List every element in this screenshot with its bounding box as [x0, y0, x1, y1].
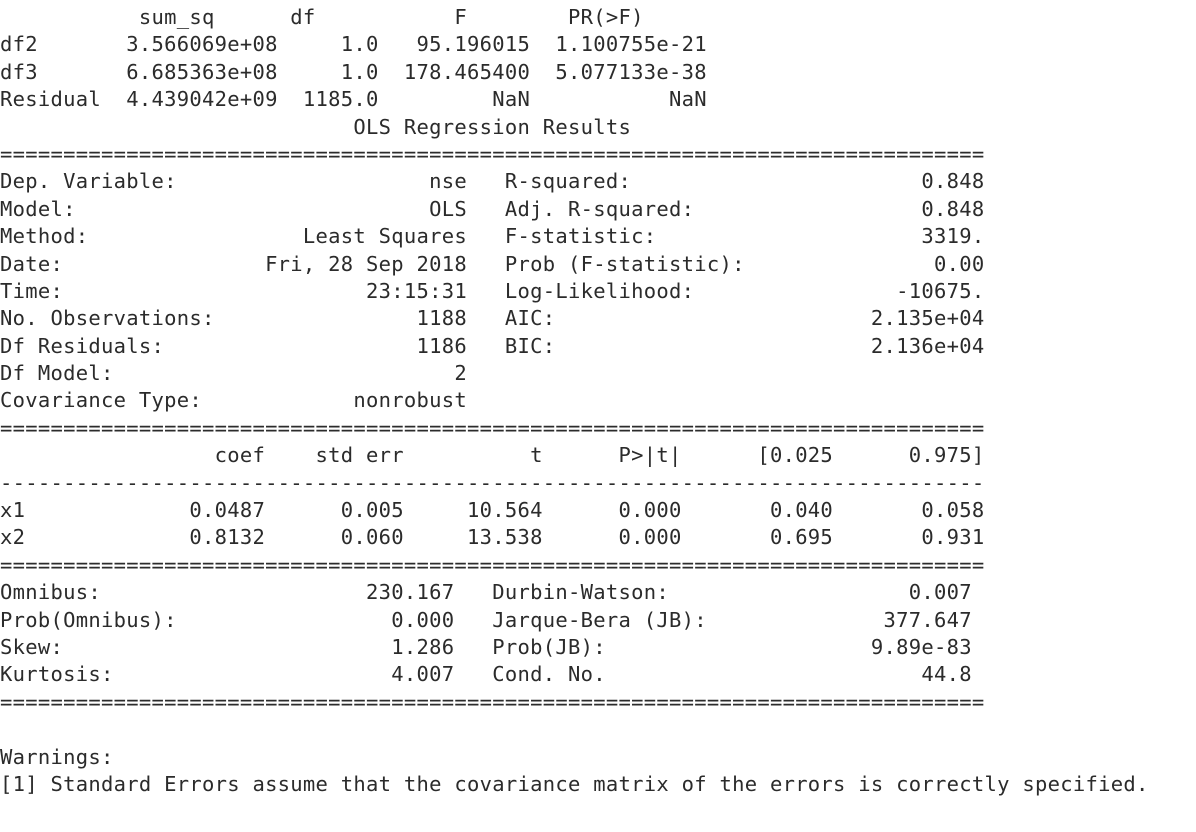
coef-separator: ------------------------------------------------------------------------------ — [0, 470, 985, 495]
model-info-line: Model: OLS Adj. R-squared: 0.848 — [0, 196, 985, 221]
anova-row-df2: df2 3.566069e+08 1.0 95.196015 1.100755e-21 — [0, 32, 707, 57]
model-info-line: No. Observations: 1188 AIC: 2.135e+04 — [0, 306, 985, 331]
ols-separator-bottom: ============================================================================== — [0, 689, 985, 714]
warnings-title: Warnings: — [0, 744, 114, 769]
model-info-line: Df Model: 2 — [0, 361, 468, 386]
ols-separator-top: ============================================================================== — [0, 141, 985, 166]
model-info-line: Date: Fri, 28 Sep 2018 Prob (F-statistic): 0.00 — [0, 251, 985, 276]
warning-item: [1] Standard Errors assume that the covariance matrix of the errors is correctly specified. — [0, 771, 1149, 796]
coef-row-x1: x1 0.0487 0.005 10.564 0.000 0.040 0.058 — [0, 498, 985, 523]
diagnostics-line: Omnibus: 230.167 Durbin-Watson: 0.007 — [0, 580, 972, 605]
ols-separator-mid: ============================================================================== — [0, 415, 985, 440]
diagnostics-line: Prob(Omnibus): 0.000 Jarque-Bera (JB): 377.647 — [0, 607, 972, 632]
console-output — [0, 4, 1149, 798]
diagnostics-line: Skew: 1.286 Prob(JB): 9.89e-83 — [0, 634, 972, 659]
anova-row-df3: df3 6.685363e+08 1.0 178.465400 5.077133e-38 — [0, 59, 707, 84]
coef-row-x2: x2 0.8132 0.060 13.538 0.000 0.695 0.931 — [0, 525, 985, 550]
coef-header: coef std err t P>|t| [0.025 0.975] — [0, 443, 985, 468]
model-info-line: Time: 23:15:31 Log-Likelihood: -10675. — [0, 278, 985, 303]
blank-line — [0, 716, 1149, 743]
model-info-line: Method: Least Squares F-statistic: 3319. — [0, 224, 985, 249]
model-info-line: Covariance Type: nonrobust — [0, 388, 468, 413]
model-info-line: Dep. Variable: nse R-squared: 0.848 — [0, 169, 985, 194]
anova-header: sum_sq df F PR(>F) — [0, 5, 644, 29]
ols-title: OLS Regression Results — [0, 114, 632, 139]
diagnostics-line: Kurtosis: 4.007 Cond. No. 44.8 — [0, 662, 972, 687]
ols-separator-diag: ============================================================================== — [0, 552, 985, 577]
model-info-line: Df Residuals: 1186 BIC: 2.136e+04 — [0, 333, 985, 358]
anova-row-residual: Residual 4.439042e+09 1185.0 NaN NaN — [0, 87, 707, 112]
